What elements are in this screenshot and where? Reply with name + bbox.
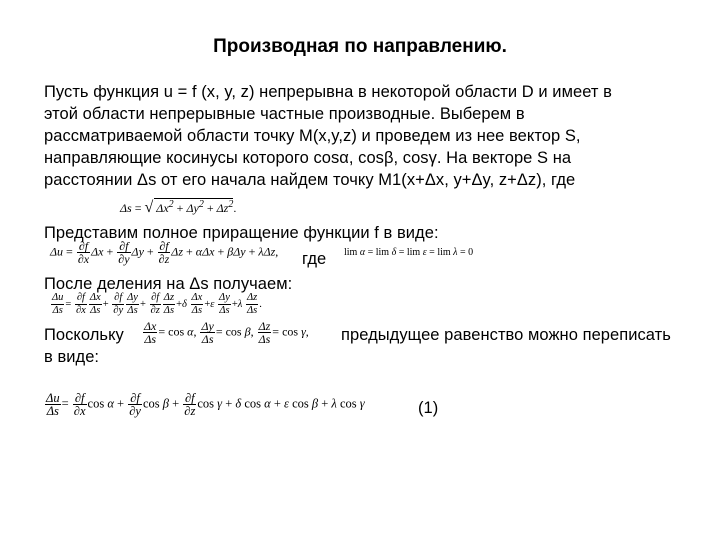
increment-formula: Δu = $\frac{\partial f}{\partial x}$ Δx + $\frac{\partial f}{\partial y}$ Δy + $\frac{\partial f}{\partial z}$ Δz + αΔx + βΔy + λΔz, [50, 239, 279, 266]
final-formula: $\frac{\Delta u}{\Delta s}$ = $\frac{\partial f}{\partial x}$ cos α + $\frac{\partial f}{\partial y}$ cos β + $\frac{\partial f}{\partial z}$ cos γ + δ cos α + ε cos β + λ cos γ [46, 391, 365, 418]
rewrite-line: предыдущее равенство можно переписать [341, 326, 671, 344]
paragraph-line-2: этой области непрерывные частные производные. Выберем в [44, 105, 525, 123]
after-division-line: После деления на Δs получаем: [44, 275, 293, 293]
paragraph-line-3: рассматриваемой области точку М(x,y,z) и проведем из нее вектор S, [44, 127, 581, 145]
division-formula: $\frac{\Delta u}{\Delta s}$ = $\frac{\partial f}{\partial x}$ $\frac{\Delta x}{\Delta s}$ + $\frac{\partial f}{\partial y}$ $\frac{\Delta y}{\Delta s}$ + $\frac{\partial f}{\partial z}$ $\frac{\Delta z}{\Delta s}$ +δ $\frac{\Delta x}{\Delta s}$ +ε $\frac{\Delta y}{\Delta s}$ +λ $\frac{\Delta z}{\Delta s}$ . [52, 292, 262, 316]
paragraph-line-5: расстоянии Δs от его начала найдем точку М1(x+Δx, y+Δy, z+Δz), где [44, 171, 576, 189]
slide-title: Производная по направлению. [213, 36, 507, 57]
in-form-line: в виде: [44, 348, 100, 366]
cos-formula: $\frac{\Delta x}{\Delta s}$ = cos α, $\frac{\Delta y}{\Delta s}$ = cos β, $\frac{\Delta z}{\Delta s}$ = cos γ, [144, 319, 309, 346]
paragraph-line-4: направляющие косинусы которого cosα, cosβ, cosγ. На векторе S на [44, 149, 572, 167]
equation-number: (1) [418, 399, 439, 417]
where-word: где [302, 250, 327, 268]
since-word: Поскольку [44, 326, 124, 344]
limits-formula: lim α = lim δ = lim ε = lim λ = 0 [344, 247, 474, 258]
ds-formula: Δs = √ $\Delta x^2 + \Delta y^2 + \Delta z^2$. [120, 199, 237, 216]
paragraph-line-1: Пусть функция u = f (x, y, z) непрерывна в некоторой области D и имеет в [44, 83, 612, 101]
increment-intro-line: Представим полное приращение функции f в виде: [44, 224, 439, 242]
